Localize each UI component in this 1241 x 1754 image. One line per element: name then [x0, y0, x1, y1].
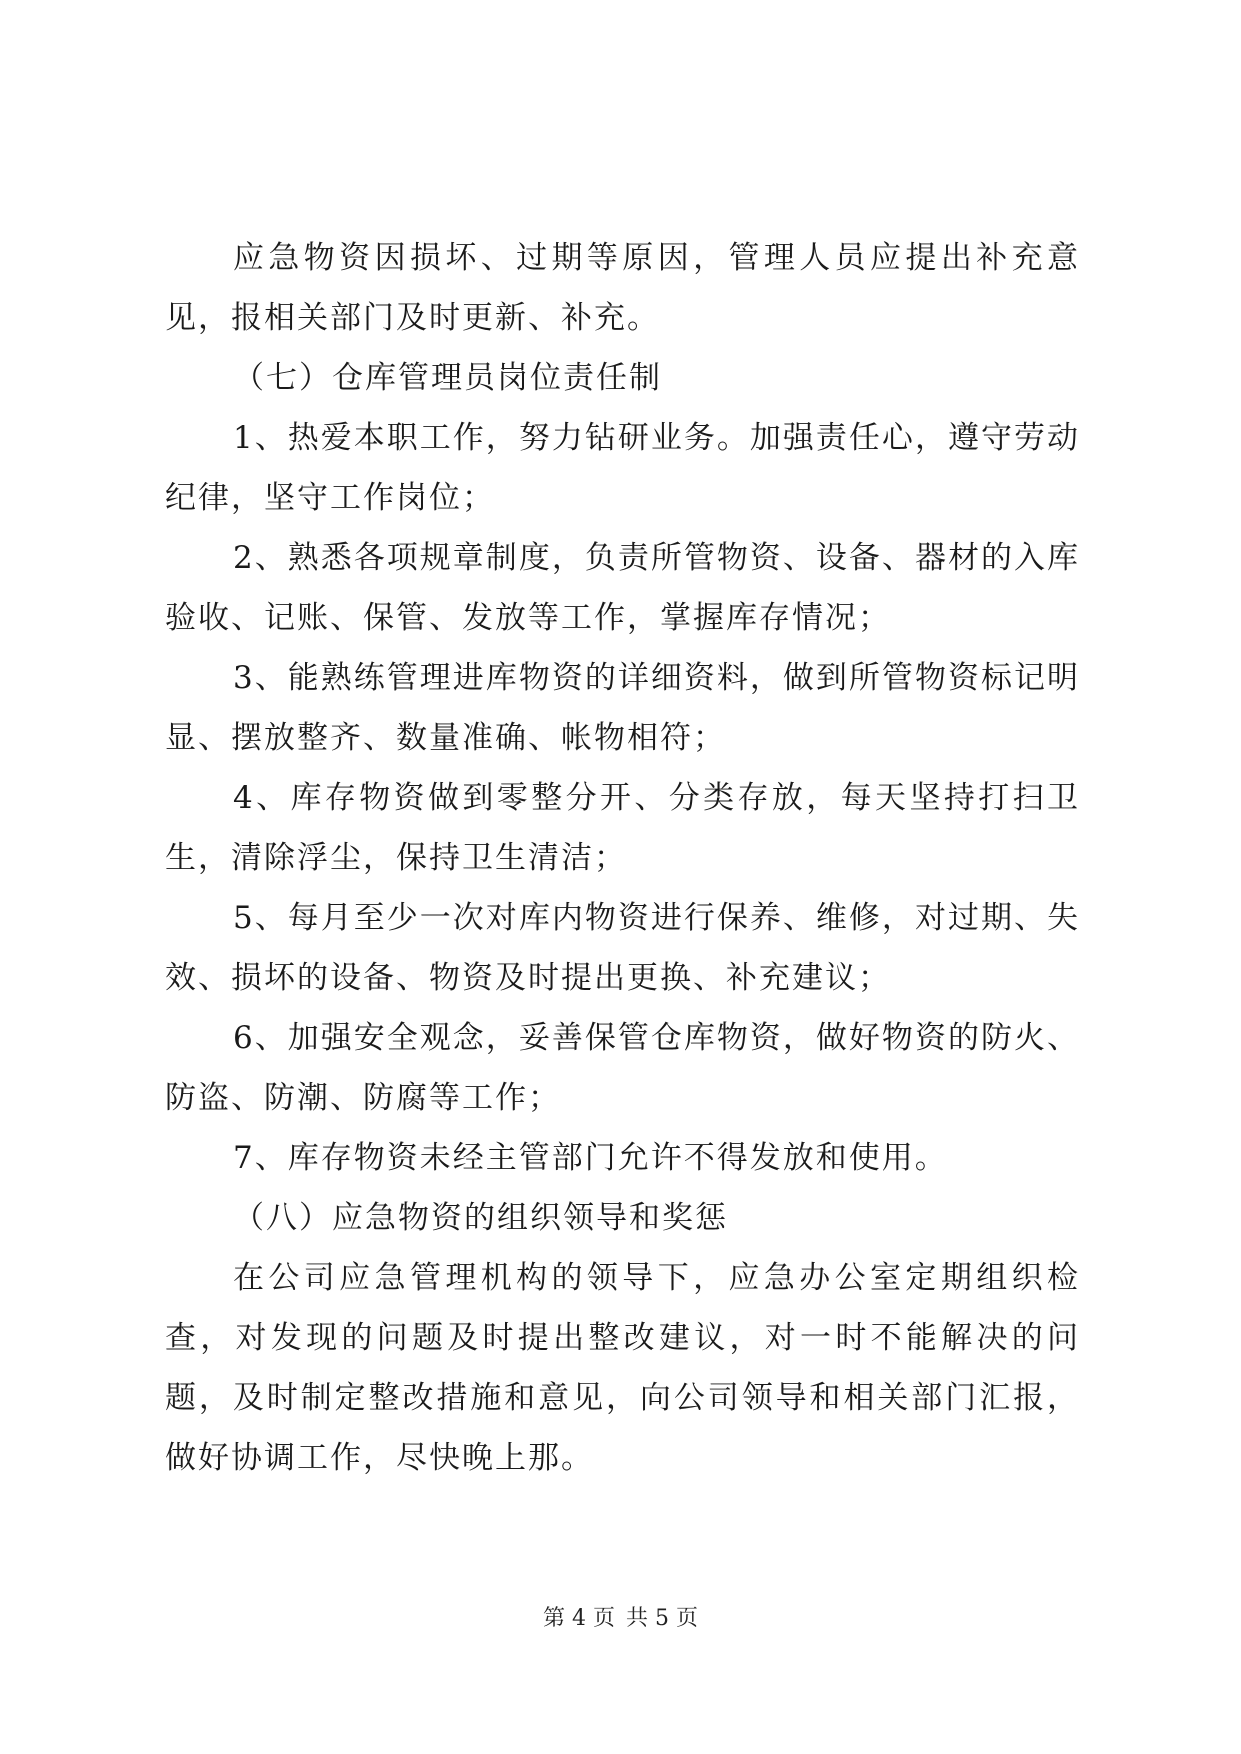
- page-footer: [0, 1604, 1241, 1634]
- document-body: [165, 228, 1080, 1488]
- list-item-duty-2: 2、熟悉各项规章制度，负责所管物资、设备、器材的入库验收、记账、保管、发放等工作，掌握库存情况；: [165, 540, 1080, 636]
- section-heading-warehouse-duties: （七）仓库管理员岗位责任制: [233, 360, 662, 396]
- list-item-duty-5: 5、每月至少一次对库内物资进行保养、维修，对过期、失效、损坏的设备、物资及时提出更换、补充建议；: [165, 900, 1080, 996]
- paragraph-leadership-body: 在公司应急管理机构的领导下，应急办公室定期组织检查，对发现的问题及时提出整改建议，对一时不能解决的问题，及时制定整改措施和意见，向公司领导和相关部门汇报，做好协调工作，尽快晚上那。: [165, 1260, 1080, 1476]
- section-heading-leadership: （八）应急物资的组织领导和奖惩: [233, 1200, 728, 1236]
- list-item-duty-4: 4、库存物资做到零整分开、分类存放，每天坚持打扫卫生，清除浮尘，保持卫生清洁；: [165, 780, 1080, 876]
- list-item-duty-1: 1、热爱本职工作，努力钻研业务。加强责任心，遵守劳动纪律，坚守工作岗位；: [165, 420, 1080, 516]
- list-item-duty-3: 3、能熟练管理进库物资的详细资料，做到所管物资标记明显、摆放整齐、数量准确、帐物相符；: [165, 660, 1080, 756]
- paragraph-supply-replacement: 应急物资因损坏、过期等原因，管理人员应提出补充意见，报相关部门及时更新、补充。: [165, 240, 1080, 336]
- list-item-duty-7: 7、库存物资未经主管部门允许不得发放和使用。: [233, 1140, 948, 1176]
- page-total: 共 5 页: [626, 1606, 698, 1631]
- list-item-duty-6: 6、加强安全观念，妥善保管仓库物资，做好物资的防火、防盗、防潮、防腐等工作；: [165, 1020, 1080, 1116]
- page-number: 第 4 页: [543, 1606, 615, 1631]
